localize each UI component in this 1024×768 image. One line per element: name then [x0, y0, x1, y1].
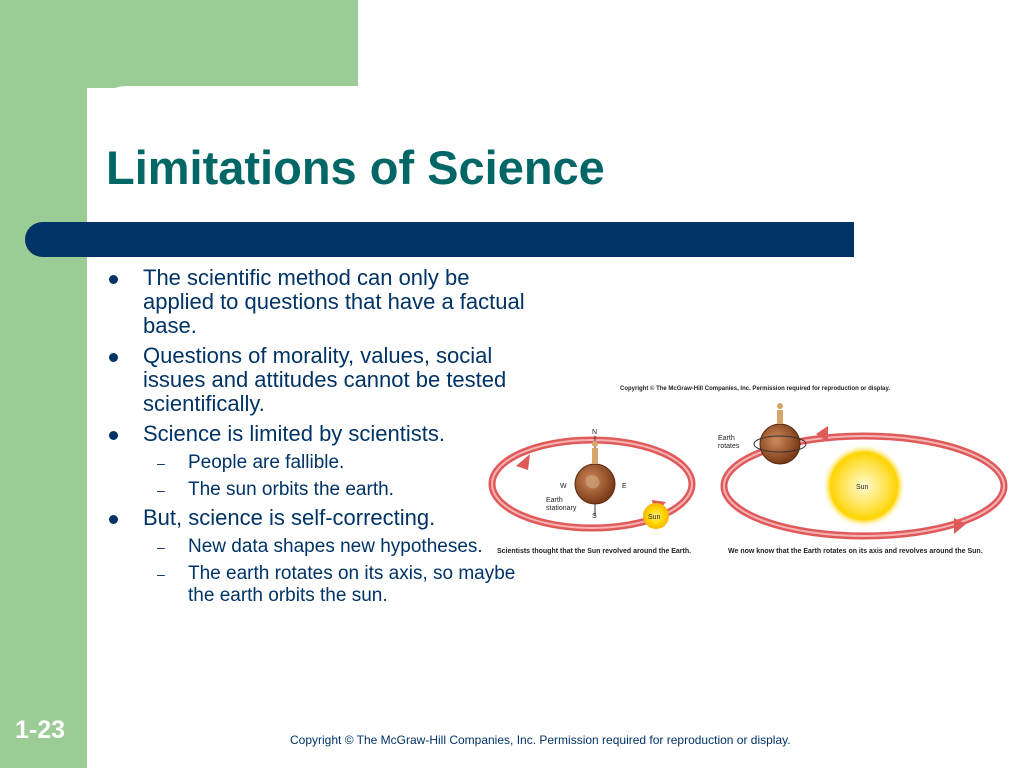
bullet-item [103, 506, 533, 530]
north-label: N [592, 429, 598, 436]
title-underline-bar [25, 222, 854, 257]
right-figure-caption: We now know that the Earth rotates on its axis and revolves around the Sun. [728, 548, 983, 555]
east-label: E [622, 483, 627, 490]
bullet-list [103, 266, 533, 612]
geocentric-diagram [492, 429, 692, 529]
sub-bullet-item [103, 479, 533, 501]
south-label: S [592, 513, 597, 520]
dash-icon: – [157, 539, 165, 555]
bullet-text: The scientific method can only be applied to questions that have a factual base. [143, 265, 525, 338]
bullet-text: But, science is self-correcting. [143, 505, 436, 530]
sub-bullet-text: The sun orbits the earth. [188, 479, 394, 500]
orbit-figure [488, 378, 1008, 563]
sub-bullet-item [103, 452, 533, 474]
person-figure [777, 410, 783, 424]
sub-bullet-text: New data shapes new hypotheses. [188, 536, 483, 557]
slide-title: Limitations of Science [106, 141, 605, 194]
bullet-text: Questions of morality, values, social issues and attitudes cannot be tested scientifically. [143, 343, 507, 416]
figure-copyright: Copyright © The McGraw-Hill Companies, Inc. Permission required for reproduction or display. [620, 386, 891, 392]
dash-icon: – [157, 455, 165, 471]
bullet-dot-icon [109, 431, 118, 440]
bullet-dot-icon [109, 353, 118, 362]
sun-label: Sun [648, 514, 661, 521]
left-green-band [0, 0, 87, 768]
sub-bullet-item [103, 536, 533, 558]
copyright-footer: Copyright © The McGraw-Hill Companies, Inc. Permission required for reproduction or display. [290, 733, 791, 747]
heliocentric-diagram [718, 403, 1004, 536]
earth-label-line1: Earth [718, 435, 735, 442]
dash-icon: – [157, 482, 165, 498]
bullet-dot-icon [109, 515, 118, 524]
bullet-item [103, 344, 533, 416]
earth-label-line1: Earth [546, 497, 563, 504]
earth-rotating [760, 424, 800, 464]
earth-label-line2: rotates [718, 443, 740, 450]
bullet-dot-icon [109, 275, 118, 284]
slide-number: 1-23 [15, 716, 66, 744]
sub-bullet-text: People are fallible. [188, 452, 345, 473]
left-figure-caption: Scientists thought that the Sun revolved around the Earth. [497, 548, 692, 555]
sun-label: Sun [856, 484, 869, 491]
earth-label-line2: stationary [546, 505, 577, 512]
bullet-text: Science is limited by scientists. [143, 421, 445, 446]
sub-bullet-item [103, 563, 533, 607]
dash-icon: – [157, 566, 165, 582]
person-figure [592, 448, 598, 464]
sub-bullet-text: The earth rotates on its axis, so maybe the earth orbits the sun. [188, 563, 516, 606]
bullet-item [103, 266, 533, 338]
west-label: W [560, 483, 567, 490]
top-green-band [0, 0, 358, 88]
bullet-item [103, 422, 533, 446]
